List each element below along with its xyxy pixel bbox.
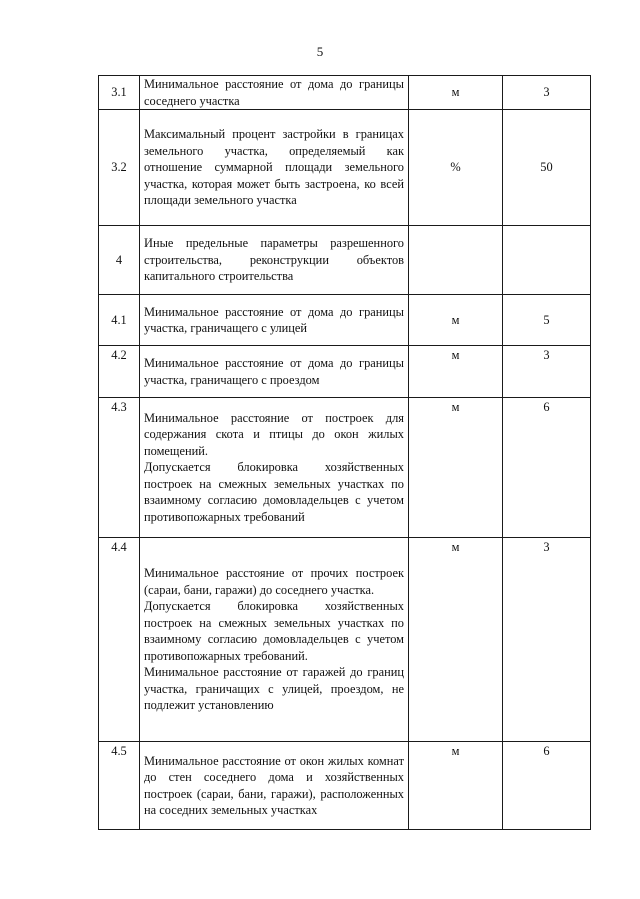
table-row — [99, 226, 591, 295]
row-unit: м — [409, 295, 503, 346]
row-description — [140, 742, 409, 830]
row-number: 3.1 — [99, 76, 140, 110]
table-row — [99, 110, 591, 226]
table-row — [99, 742, 591, 830]
row-unit: м — [409, 538, 503, 742]
description-paragraph: Минимальное расстояние от окон жилых комнат до стен соседнего дома и хозяйственных построек (сараи, бани, гаражи), расположенных на соседних земельных участках — [144, 753, 404, 817]
row-description — [140, 346, 409, 398]
row-value: 50 — [503, 110, 591, 226]
row-value: 5 — [503, 295, 591, 346]
row-unit: м — [409, 346, 503, 398]
row-value: 6 — [503, 398, 591, 538]
description-paragraph: Минимальное расстояние от построек для содержания скота и птицы до окон жилых помещений. — [144, 410, 404, 458]
table-row — [99, 398, 591, 538]
description-paragraph: Максимальный процент застройки в границах земельного участка, определяемый как отношение суммарной площади земельного участка, которая может быть застроена, ко всей площади земельного участка — [144, 127, 404, 208]
row-number: 4.4 — [99, 538, 140, 742]
row-unit: % — [409, 110, 503, 226]
parameters-table — [98, 75, 591, 830]
description-paragraph: Минимальное расстояние от дома до границы участка, граничащего с улицей — [144, 304, 404, 335]
row-value — [503, 226, 591, 295]
row-number: 4.3 — [99, 398, 140, 538]
row-number: 3.2 — [99, 110, 140, 226]
row-unit — [409, 226, 503, 295]
row-unit: м — [409, 76, 503, 110]
row-number: 4.1 — [99, 295, 140, 346]
row-description — [140, 398, 409, 538]
row-number: 4 — [99, 226, 140, 295]
description-paragraph: Минимальное расстояние от гаражей до границ участка, граничащих с улицей, проездом, не подлежит установлению — [144, 665, 404, 713]
row-value: 3 — [503, 538, 591, 742]
row-description — [140, 110, 409, 226]
table-row — [99, 76, 591, 110]
row-unit: м — [409, 742, 503, 830]
table-row — [99, 295, 591, 346]
row-value: 3 — [503, 76, 591, 110]
row-number: 4.2 — [99, 346, 140, 398]
row-description — [140, 295, 409, 346]
row-value: 6 — [503, 742, 591, 830]
description-paragraph: Минимальное расстояние от дома до границы участка, граничащего с проездом — [144, 356, 404, 387]
row-description — [140, 226, 409, 295]
row-description — [140, 538, 409, 742]
table-row — [99, 538, 591, 742]
description-paragraph: Допускается блокировка хозяйственных построек на смежных земельных участках по взаимному согласию домовладельцев с учетом противопожарных требований. — [144, 599, 404, 663]
description-paragraph: Минимальное расстояние от прочих построек (сараи, бани, гаражи) до соседнего участка. — [144, 566, 404, 597]
description-paragraph: Иные предельные параметры разрешенного строительства, реконструкции объектов капитального строительства — [144, 236, 404, 284]
row-number: 4.5 — [99, 742, 140, 830]
row-description — [140, 76, 409, 110]
row-unit: м — [409, 398, 503, 538]
table-row — [99, 346, 591, 398]
description-paragraph: Допускается блокировка хозяйственных построек на смежных земельных участках по взаимному согласию домовладельцев с учетом противопожарных требований — [144, 460, 404, 524]
page-number: 5 — [316, 44, 324, 59]
description-paragraph: Минимальное расстояние от дома до границы соседнего участка — [144, 77, 404, 108]
row-value: 3 — [503, 346, 591, 398]
